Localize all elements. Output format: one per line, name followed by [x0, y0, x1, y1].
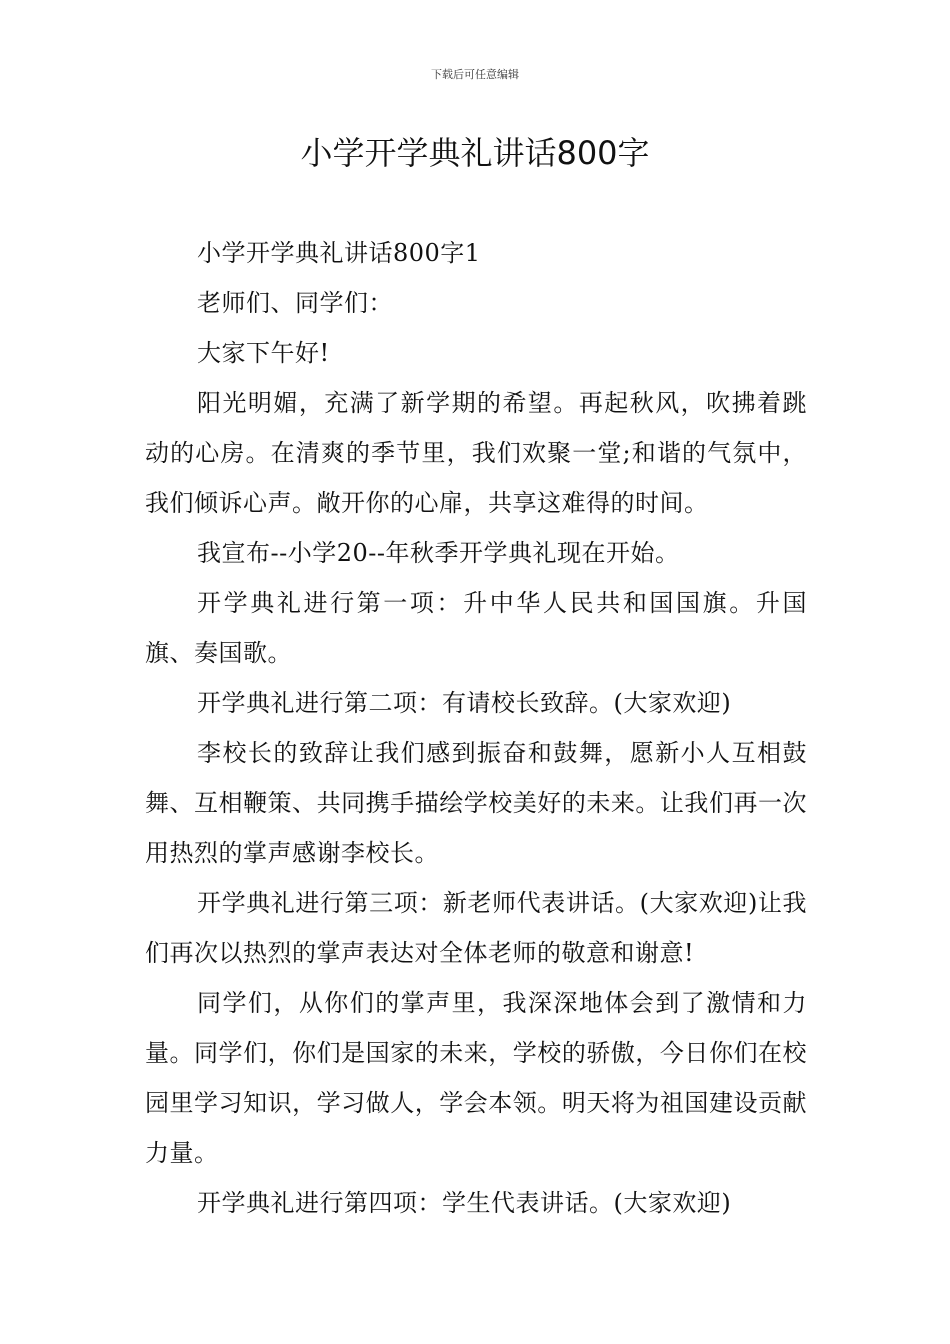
paragraph: 开学典礼进行第三项：新老师代表讲话。(大家欢迎)让我们再次以热烈的掌声表达对全体老师的敬意和谢意!: [145, 889, 807, 967]
paragraph: 开学典礼进行第二项：有请校长致辞。(大家欢迎): [197, 689, 732, 717]
document-title: 小学开学典礼讲话800字: [300, 134, 650, 172]
paragraph: 李校长的致辞让我们感到振奋和鼓舞，愿新小人互相鼓舞、互相鞭策、共同携手描绘学校美好的未来。让我们再一次用热烈的掌声感谢李校长。: [145, 739, 807, 867]
paragraph: 开学典礼进行第一项：升中华人民共和国国旗。升国旗、奏国歌。: [145, 589, 807, 667]
paragraph-salutation: 老师们、同学们：: [197, 289, 393, 317]
paragraph: 阳光明媚，充满了新学期的希望。再起秋风，吹拂着跳动的心房。在清爽的季节里，我们欢聚一堂;和谐的气氛中，我们倾诉心声。敞开你的心扉，共享这难得的时间。: [145, 389, 807, 517]
paragraph: 开学典礼进行第四项：学生代表讲话。(大家欢迎): [197, 1189, 732, 1217]
document-body: [145, 228, 807, 1228]
paragraph: 我宣布--小学20--年秋季开学典礼现在开始。: [197, 539, 680, 567]
paragraph-subtitle: 小学开学典礼讲话800字1: [197, 239, 481, 267]
header-note: 下载后可任意编辑: [431, 68, 519, 81]
paragraph-greeting: 大家下午好!: [197, 339, 330, 367]
paragraph: 同学们，从你们的掌声里，我深深地体会到了激情和力量。同学们，你们是国家的未来，学校的骄傲，今日你们在校园里学习知识，学习做人，学会本领。明天将为祖国建设贡献力量。: [145, 989, 807, 1167]
